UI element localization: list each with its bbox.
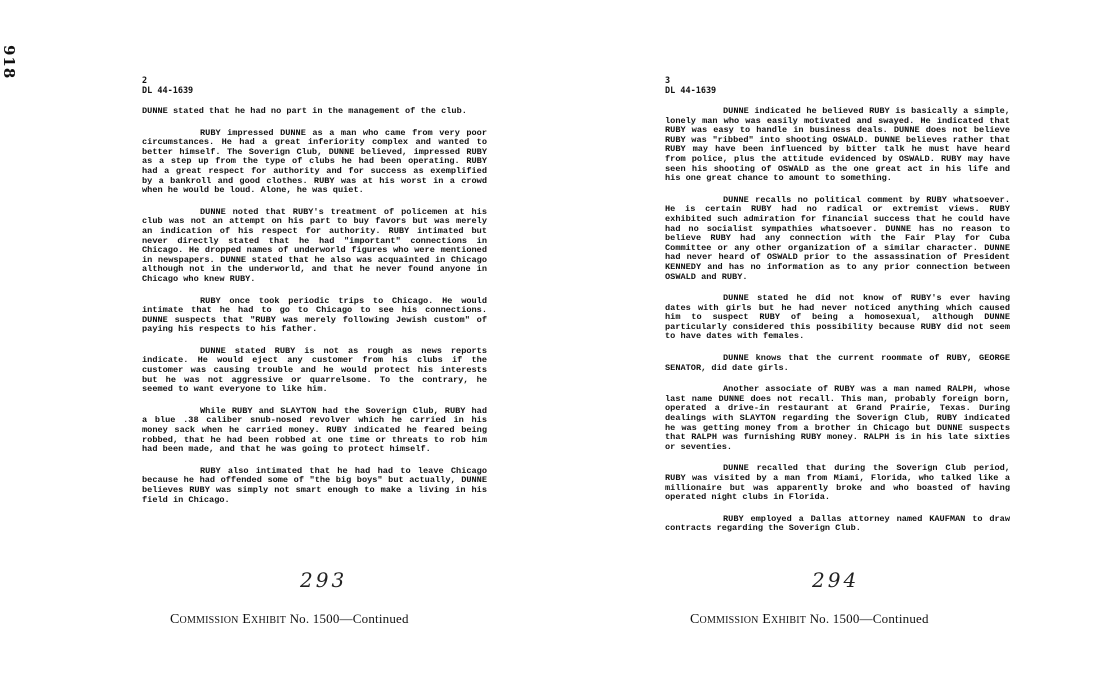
left-paragraph-3: DUNNE noted that RUBY's treatment of policemen at his club was not an attempt on his part to buy favors but was merely an indication of his respect for authority. RUBY intimated but never directly stated that he had "important" connections in Chicago. He dropped names of underworld figures who were mentioned in newspapers. DUNNE stated that he also was acquainted in Chicago although not in the underworld, and that he never found anyone in Chicago who knew RUBY. <box>142 206 487 284</box>
page-number: 918 <box>0 45 18 80</box>
right-document-page <box>665 76 1010 546</box>
right-paragraph-4: DUNNE knows that the current roommate of RUBY, GEORGE SENATOR, did date girls. <box>665 353 1010 373</box>
right-paragraph-3: DUNNE stated he did not know of RUBY's ever having dates with girls but he had never noticed anything which caused him to suspect RUBY of being a homosexual, although DUNNE particularly considered this possibility because RUBY did not seem to have dates with females. <box>665 293 1010 342</box>
right-handwritten-number: 294 <box>812 568 860 592</box>
right-file-number: DL 44-1639 <box>665 86 717 96</box>
left-body <box>142 107 487 505</box>
left-page-number: 2 <box>142 76 148 86</box>
left-paragraph-4: RUBY once took periodic trips to Chicago. He would intimate that he had to go to Chicago to see his connections. DUNNE suspects that "RUBY was merely following Jewish custom" of paying his respects to his father. <box>142 295 487 335</box>
left-footer-suffix: No. 1500—Continued <box>289 611 409 626</box>
left-handwritten-number: 293 <box>300 568 348 592</box>
left-file-number: DL 44-1639 <box>142 86 194 96</box>
left-paragraph-2: RUBY impressed DUNNE as a man who came from very poor circumstances. He had a great inferiority complex and wanted to better himself. The Soverign Club, DUNNE believed, impressed RUBY as a step up from the type of clubs he had been operating. RUBY had a great respect for authority and for success as exemplified by a bankroll and good clothes. RUBY was at his worst in a crowd when he would be loud. Alone, he was quiet. <box>142 127 487 196</box>
right-paragraph-6: DUNNE recalled that during the Soverign Club period, RUBY was visited by a man from Miami, Florida, who talked like a millionaire but was apparently broke and who boasted of having operated night clubs in Florida. <box>665 463 1010 503</box>
left-paragraph-5: DUNNE stated RUBY is not as rough as news reports indicate. He would eject any customer from his clubs if the customer was causing trouble and he would protect his interests but he was not aggressive or quarrelsome. To the contrary, he seemed to want everyone to like him. <box>142 345 487 395</box>
left-paragraph-1: DUNNE stated that he had no part in the management of the club. <box>142 106 467 116</box>
left-footer-prefix: Commission Exhibit <box>170 612 287 627</box>
right-footer-prefix: Commission Exhibit <box>690 612 807 627</box>
left-document-page <box>142 76 487 517</box>
right-body <box>665 107 1010 534</box>
right-page-number: 3 <box>665 76 671 86</box>
left-footer <box>170 611 409 628</box>
right-footer-suffix: No. 1500—Continued <box>809 611 929 626</box>
right-paragraph-5: Another associate of RUBY was a man named RALPH, whose last name DUNNE does not recall. This man, probably foreign born, operated a drive-in restaurant at Grand Prairie, Texas. During dealings with SLAYTON regarding the Soverign Club, RUBY indicated he was getting money from a brother in Chicago but DUNNE suspects that RALPH was furnishing RUBY money. RALPH is in his late sixties or seventies. <box>665 384 1010 452</box>
left-paragraph-6: While RUBY and SLAYTON had the Soverign Club, RUBY had a blue .38 caliber snub-nosed revolver which he carried in his money sack when he carried money. RUBY indicated he feared being robbed, that he had been robbed at one time or threats to rob him had been made, and that he was going to protect himself. <box>142 405 487 455</box>
right-paragraph-1: DUNNE indicated he believed RUBY is basically a simple, lonely man who was easily motivated and swayed. He indicated that RUBY was easy to handle in business deals. DUNNE does not believe RUBY was "ribbed" into shooting OSWALD. DUNNE believes rather that RUBY may have been influenced by bitter talk he must have heard from police, plus the attitude evidenced by OSWALD. RUBY may have seen his shooting of OSWALD as the one great act in his life and his one great chance to amount to something. <box>665 106 1010 184</box>
right-footer <box>690 611 929 628</box>
right-paragraph-7: RUBY employed a Dallas attorney named KAUFMAN to draw contracts regarding the Soverign Club. <box>665 513 1010 534</box>
right-paragraph-2: DUNNE recalls no political comment by RUBY whatsoever. He is certain RUBY had no radical or extremist views. RUBY exhibited such admiration for financial success that he could have had no socialist sympathies whatsoever. DUNNE has no reason to believe RUBY had any connection with the Fair Play for Cuba Committee or any other organization of a similar character. DUNNE had never heard of OSWALD prior to the assassination of President KENNEDY and has no information as to any prior connection between OSWALD and RUBY. <box>665 194 1010 282</box>
left-paragraph-7: RUBY also intimated that he had had to leave Chicago because he had offended some of "the big boys" but actually, DUNNE believes RUBY was simply not smart enough to make a living in his field in Chicago. <box>142 465 487 505</box>
